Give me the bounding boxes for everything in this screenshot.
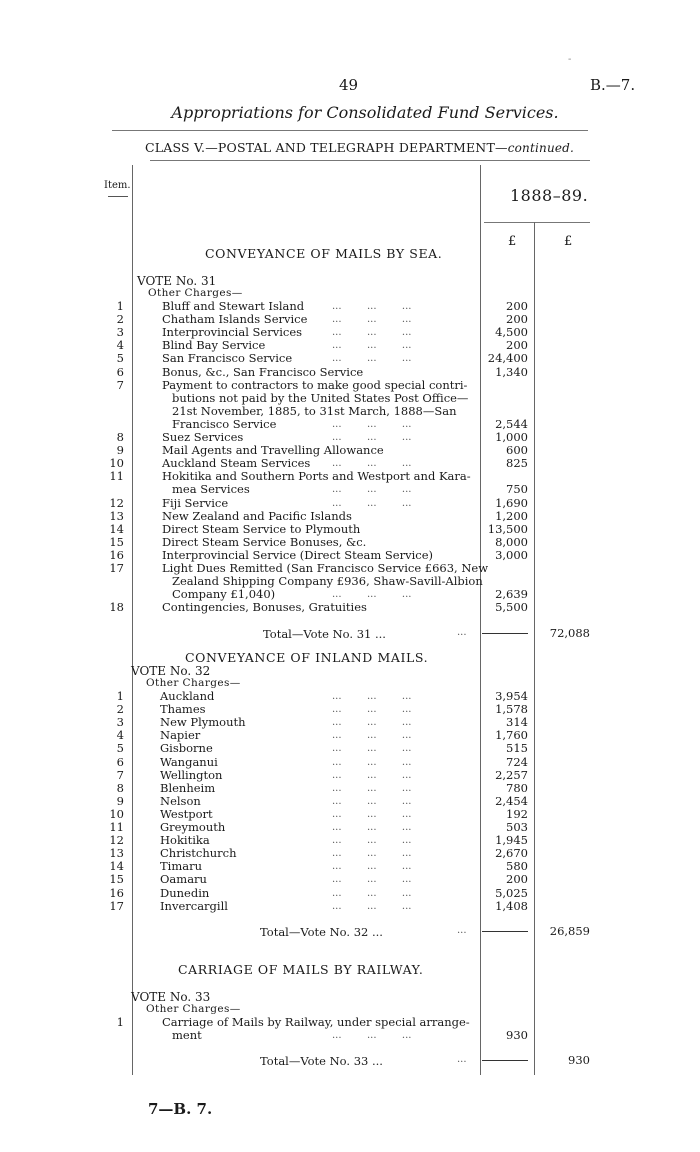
item-number: 3	[116, 715, 124, 730]
item-header-rule	[108, 196, 128, 197]
list-item	[0, 510, 700, 523]
item-description: Gisborne	[160, 741, 213, 756]
section-heading-inland: CONVEYANCE OF INLAND MAILS.	[185, 650, 429, 665]
item-description: Interprovincial Service (Direct Steam Service)	[162, 547, 434, 562]
item-description: Direct Steam Service Bonuses, &c.	[162, 534, 367, 549]
list-item	[0, 300, 700, 313]
section-heading-railway: CARRIAGE OF MAILS BY RAILWAY.	[178, 962, 424, 977]
list-item	[0, 716, 700, 729]
total-label-32: Total—Vote No. 32 ...	[260, 925, 383, 939]
item-amount: 1,340	[495, 364, 528, 379]
leader-dots: ... ... ...	[332, 848, 412, 860]
item-amount: 930	[506, 1028, 528, 1042]
item-description: Hokitika and Southern Ports and Westport and Kara-	[162, 469, 471, 484]
total-dots: ...	[457, 627, 467, 638]
item-number: 2	[116, 702, 124, 717]
vote-31-label: VOTE No. 31	[137, 274, 217, 288]
item-description: Contingencies, Bonuses, Gratuities	[162, 600, 367, 615]
item-number: 7	[116, 377, 124, 392]
item-description: Interprovincial Services	[162, 325, 303, 340]
item-description: Light Dues Remitted (San Francisco Service £663, New	[162, 561, 489, 575]
item-number: 10	[109, 806, 124, 821]
leader-dots: ... ... ...	[332, 769, 412, 781]
header-rule	[112, 130, 588, 131]
item-number: 4	[116, 728, 124, 743]
list-item	[0, 769, 700, 782]
total-vote-31: 72,088	[549, 626, 590, 640]
list-item	[0, 536, 700, 549]
page-footer: 7—B. 7.	[148, 1100, 213, 1118]
total-dots: ...	[457, 1054, 467, 1065]
item-description: mea Services	[172, 482, 250, 497]
leader-dots: ... ... ...	[332, 1030, 412, 1041]
item-amount: 200	[506, 872, 528, 887]
item-number: 5	[116, 351, 124, 366]
total-rule	[482, 931, 528, 932]
leader-dots: ... ... ...	[332, 353, 412, 365]
item-amount: 503	[506, 820, 528, 834]
item-description: 21st November, 1885, to 31st March, 1888—San	[172, 403, 457, 418]
list-item	[0, 588, 700, 601]
item-number: 11	[109, 820, 124, 834]
list-item	[0, 847, 700, 860]
item-description: Bluff and Stewart Island	[162, 299, 305, 313]
page-title: Appropriations for Consolidated Fund Services.	[171, 103, 559, 122]
item-amount: 3,954	[495, 689, 528, 703]
item-amount: 1,578	[495, 702, 528, 717]
item-description: ment	[172, 1028, 202, 1042]
leader-dots: ... ... ...	[332, 808, 412, 820]
list-item	[0, 601, 700, 614]
list-item	[0, 379, 700, 392]
item-amount: 5,025	[495, 885, 528, 900]
list-item	[0, 418, 700, 431]
item-description: Oamaru	[160, 872, 207, 887]
list-item	[0, 729, 700, 742]
other-charges-label: Other Charges—	[148, 287, 243, 299]
list-item	[0, 808, 700, 821]
item-amount: 314	[506, 715, 528, 730]
item-number: 6	[116, 364, 124, 379]
document-reference: B.—7.	[590, 76, 636, 94]
leader-dots: ... ... ...	[332, 795, 412, 807]
list-item	[0, 782, 700, 795]
leader-dots: ... ... ...	[332, 301, 412, 312]
item-amount: 2,454	[495, 793, 528, 808]
item-amount: 1,945	[495, 833, 528, 848]
item-number: 1	[116, 689, 124, 703]
item-amount: 200	[506, 299, 528, 313]
list-item	[0, 860, 700, 873]
item-amount: 1,000	[495, 430, 528, 444]
item-description: Auckland	[160, 689, 215, 703]
item-number: 16	[109, 885, 124, 900]
item-amount: 200	[506, 338, 528, 353]
leader-dots: ... ... ...	[332, 717, 412, 729]
list-item	[0, 339, 700, 352]
list-item	[0, 873, 700, 886]
item-column-header: Item.	[104, 180, 131, 191]
list-item	[0, 352, 700, 365]
item-number: 15	[109, 534, 124, 549]
item-description: Invercargill	[160, 898, 228, 913]
list-item	[0, 549, 700, 562]
leader-dots: ... ... ...	[332, 484, 412, 496]
item-description: Francisco Service	[172, 416, 277, 431]
item-amount: 4,500	[495, 325, 528, 340]
total-rule	[482, 1060, 528, 1061]
item-number: 8	[116, 780, 124, 795]
list-item	[0, 575, 700, 588]
item-number: 13	[109, 508, 124, 523]
item-amount: 192	[506, 806, 528, 821]
list-item	[0, 821, 700, 834]
list-item	[0, 497, 700, 510]
list-item	[0, 1016, 700, 1029]
list-item	[0, 887, 700, 900]
list-item	[0, 431, 700, 444]
leader-dots: ... ... ...	[332, 756, 412, 768]
other-charges-label: Other Charges—	[146, 1003, 241, 1015]
leader-dots: ... ... ...	[332, 861, 412, 873]
item-amount: 1,760	[495, 728, 528, 743]
currency-col-2: £	[564, 234, 573, 249]
list-item	[0, 523, 700, 536]
item-amount: 780	[506, 780, 528, 795]
section-heading-sea: CONVEYANCE OF MAILS BY SEA.	[205, 246, 443, 261]
leader-dots: ... ... ...	[332, 458, 412, 470]
list-item	[0, 756, 700, 769]
item-description: butions not paid by the United States Post Office—	[172, 390, 469, 405]
item-description: Christchurch	[160, 846, 237, 861]
item-number: 10	[109, 456, 124, 471]
item-amount: 2,257	[495, 767, 528, 782]
list-item	[0, 392, 700, 405]
currency-col-1: £	[508, 234, 517, 249]
list-item	[0, 326, 700, 339]
total-label-33: Total—Vote No. 33 ...	[260, 1054, 383, 1068]
item-description: San Francisco Service	[162, 351, 293, 366]
leader-dots: ... ... ...	[332, 340, 412, 352]
leader-dots: ... ... ...	[332, 782, 412, 794]
vote-32-label: VOTE No. 32	[131, 664, 211, 678]
item-number: 3	[116, 325, 124, 340]
item-description: Greymouth	[160, 820, 226, 834]
item-amount: 580	[506, 859, 528, 874]
item-description: Westport	[160, 806, 213, 821]
item-number: 9	[116, 793, 124, 808]
item-description: Fiji Service	[162, 495, 229, 510]
item-amount: 515	[506, 741, 528, 756]
item-amount: 1,690	[495, 495, 528, 510]
item-number: 7	[116, 767, 124, 782]
item-number: 1	[116, 299, 124, 313]
item-amount: 2,639	[495, 587, 528, 602]
list-item	[0, 470, 700, 483]
item-description: Mail Agents and Travelling Allowance	[162, 443, 384, 458]
item-amount: 600	[506, 443, 528, 458]
total-rule	[482, 633, 528, 634]
list-item	[0, 444, 700, 457]
item-description: Wanganui	[160, 754, 218, 769]
list-item	[0, 405, 700, 418]
list-item	[0, 483, 700, 496]
leader-dots: ... ... ...	[332, 314, 412, 326]
leader-dots: ... ... ...	[332, 327, 412, 339]
leader-dots: ... ... ...	[332, 589, 412, 601]
item-number: 11	[109, 469, 124, 484]
list-item	[0, 795, 700, 808]
item-amount: 2,670	[495, 846, 528, 861]
item-amount: 200	[506, 312, 528, 327]
list-item	[0, 742, 700, 755]
item-description: Wellington	[160, 767, 223, 782]
leader-dots: ... ... ...	[332, 704, 412, 716]
year-header: 1888–89.	[510, 186, 589, 205]
total-vote-33: 930	[568, 1053, 590, 1067]
item-number: 6	[116, 754, 124, 769]
leader-dots: ... ... ...	[332, 432, 412, 443]
item-number: 9	[116, 443, 124, 458]
page-number: 49	[339, 76, 359, 94]
item-amount: 1,200	[495, 508, 528, 523]
item-number: 8	[116, 430, 124, 444]
total-dots: ...	[457, 925, 467, 936]
leader-dots: ... ... ...	[332, 822, 412, 833]
leader-dots: ... ... ...	[332, 497, 412, 509]
item-number: 12	[109, 833, 124, 848]
list-item	[0, 457, 700, 470]
item-amount: 24,400	[487, 351, 528, 366]
item-amount: 5,500	[495, 600, 528, 615]
item-description: Carriage of Mails by Railway, under special arrange-	[162, 1015, 470, 1029]
item-description: Napier	[160, 728, 201, 743]
total-vote-32: 26,859	[549, 924, 590, 938]
leader-dots: ... ... ...	[332, 743, 412, 755]
item-number: 2	[116, 312, 124, 327]
list-item	[0, 313, 700, 326]
item-number: 5	[116, 741, 124, 756]
item-number: 4	[116, 338, 124, 353]
list-item	[0, 1029, 700, 1042]
item-description: Chatham Islands Service	[162, 312, 308, 327]
list-item	[0, 690, 700, 703]
corner-mark: -	[568, 54, 572, 65]
item-description: New Zealand and Pacific Islands	[162, 508, 352, 523]
leader-dots: ... ... ...	[332, 835, 412, 847]
item-amount: 825	[506, 456, 528, 471]
item-description: Bonus, &c., San Francisco Service	[162, 364, 364, 379]
item-description: Timaru	[160, 859, 203, 874]
class-rule	[150, 160, 590, 161]
item-description: Zealand Shipping Company £936, Shaw-Savill-Albion	[172, 574, 483, 589]
item-description: Thames	[160, 702, 206, 717]
list-item	[0, 834, 700, 847]
item-number: 17	[109, 561, 124, 575]
item-amount: 750	[506, 482, 528, 497]
item-number: 15	[109, 872, 124, 887]
list-item	[0, 900, 700, 913]
item-description: Blenheim	[160, 780, 216, 795]
list-item	[0, 562, 700, 575]
item-amount: 2,544	[495, 416, 528, 431]
class-heading-text: CLASS V.—POSTAL AND TELEGRAPH DEPARTMENT—	[145, 140, 508, 155]
item-description: Blind Bay Service	[162, 338, 266, 353]
leader-dots: ... ... ...	[332, 418, 412, 430]
list-item	[0, 703, 700, 716]
total-label-31: Total—Vote No. 31 ...	[263, 627, 386, 641]
class-heading	[145, 140, 574, 155]
item-description: Suez Services	[162, 430, 244, 444]
item-description: Auckland Steam Services	[162, 456, 311, 471]
item-number: 14	[109, 521, 124, 536]
item-number: 17	[109, 898, 124, 913]
item-description: New Plymouth	[160, 715, 246, 730]
item-amount: 13,500	[487, 521, 528, 536]
item-description: Nelson	[160, 793, 201, 808]
item-number: 14	[109, 859, 124, 874]
vote-33-label: VOTE No. 33	[131, 990, 211, 1004]
item-description: Company £1,040)	[172, 587, 276, 602]
item-description: Hokitika	[160, 833, 210, 848]
item-description: Dunedin	[160, 885, 210, 900]
item-number: 12	[109, 495, 124, 510]
item-number: 16	[109, 547, 124, 562]
item-amount: 724	[506, 754, 528, 769]
item-description: Direct Steam Service to Plymouth	[162, 521, 361, 536]
leader-dots: ... ... ...	[332, 730, 412, 742]
item-number: 1	[116, 1015, 124, 1029]
item-amount: 8,000	[495, 534, 528, 549]
leader-dots: ... ... ...	[332, 887, 412, 899]
item-amount: 1,408	[495, 898, 528, 913]
item-number: 13	[109, 846, 124, 861]
item-description: Payment to contractors to make good special contri-	[162, 377, 468, 392]
other-charges-label: Other Charges—	[146, 677, 241, 689]
item-number: 18	[109, 600, 124, 615]
list-item	[0, 366, 700, 379]
leader-dots: ... ... ...	[332, 874, 412, 886]
item-amount: 3,000	[495, 547, 528, 562]
leader-dots: ... ... ...	[332, 900, 412, 912]
year-rule	[484, 222, 590, 223]
leader-dots: ... ... ...	[332, 691, 412, 702]
class-heading-continued: continued.	[507, 141, 575, 155]
